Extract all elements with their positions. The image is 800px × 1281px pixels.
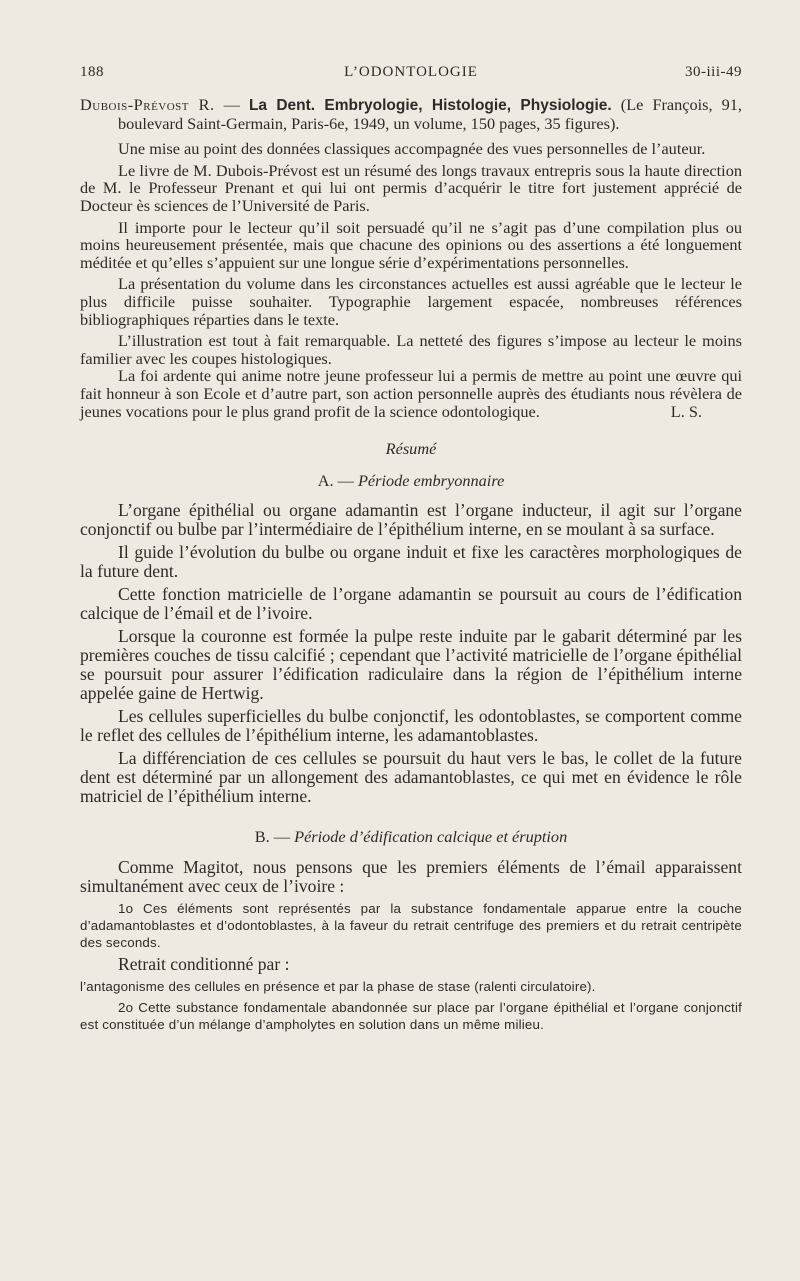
section-a-heading: A. — Période embryonnaire <box>317 470 505 490</box>
journal-title: L’ODONTOLOGIE <box>344 64 478 80</box>
section-a-paragraph: Les cellules superficielles du bulbe conjonctif, les odontoblastes, se comportent comme le reflet des cellules de l’épithélium interne, les adamantoblastes. <box>80 706 742 746</box>
section-a-paragraph: Cette fonction matricielle de l’organe adamantin se poursuit au cours de l’édification calcique de l’émail et de l’ivoire. <box>80 584 742 624</box>
review-paragraph: Le livre de M. Dubois-Prévost est un résumé des longs travaux entrepris sous la haute direction de M. le Professeur Prenant et qui lui ont permis d’acquérir le titre fort justement apprécié de Docteur ès sciences de l’Université de Paris. <box>80 160 742 215</box>
review-paragraph: La présentation du volume dans les circonstances actuelles est aussi agréable que le lecteur le plus difficile puisse souhaiter. Typographie largement espacée, nombreuses références bibliographiques réparties dans le texte. <box>80 274 742 329</box>
issue-date: 30-iii-49 <box>685 64 742 80</box>
review-paragraph: Il importe pour le lecteur qu’il soit persuadé qu’il ne s’agit pas d’une compilation plus ou moins heureusement présentée, mais que chacune des opinions ou des assertions a été longuement méditée et qu’elles s’appuient sur une longue série d’expérimentations personnelles. <box>80 217 742 272</box>
review-paragraph: Une mise au point des données classiques accompagnée des vues personnelles de l’auteur. <box>118 139 706 159</box>
section-b-heading: B. — Période d’édification calcique et éruption <box>254 827 568 847</box>
section-a-paragraph: La différenciation de ces cellules se poursuit du haut vers le bas, le collet de la future dent est déterminé par un allongement des adamantoblastes, ce qui met en évidence le rôle matriciel de l’épithélium interne. <box>80 748 742 807</box>
review-signature: L. S. <box>670 401 702 421</box>
review-paragraph: L’illustration est tout à fait remarquable. La netteté des figures s’impose au lecteur le moins familier avec les coupes histologiques. <box>80 331 742 368</box>
running-header <box>80 64 742 84</box>
section-b-intro: Comme Magitot, nous pensons que les premiers éléments de l’émail apparaissent simultanément avec ceux de l’ivoire : <box>80 856 742 896</box>
section-b-antagonism: l’antagonisme des cellules en présence et par la phase de stase (ralenti circulatoire). <box>80 978 596 994</box>
page-number: 188 <box>80 64 104 80</box>
review-citation: Dubois-Prévost R. — La Dent. Embryologie, Histologie, Physiologie. (Le François, 91, boulevard Saint-Germain, Paris-6e, 1949, un volume, 150 pages, 35 figures). <box>80 95 743 133</box>
page-body <box>80 96 742 1033</box>
section-a-paragraph: Lorsque la couronne est formée la pulpe reste induite par le gabarit déterminé par les premières couches de tissu calcifié ; cependant que l’activité matricielle de l’organe épithélial se poursuit pour assurer l’édification radiculaire dans la région de l’épithélium interne appelée gaine de Hertwig. <box>80 626 742 704</box>
review-book-details: (Le François, 91, boulevard Saint-Germain, Paris-6e, 1949, un volume, 150 pages, 35 figures). <box>118 95 743 133</box>
review-author: Dubois-Prévost R. <box>80 95 215 114</box>
review-book-title: La Dent. Embryologie, Histologie, Physiologie. <box>248 97 612 114</box>
section-b-point-1: 1o Ces éléments sont représentés par la substance fondamentale apparue entre la couche d’adamantoblastes et d’odontoblastes, à la faveur du retrait centrifuge des premiers et du retrait centripète des seconds. <box>80 900 742 950</box>
section-a-paragraph: Il guide l’évolution du bulbe ou organe induit et fixe les caractères morphologiques de la future dent. <box>80 542 742 582</box>
section-b-point-2: 2o Cette substance fondamentale abandonnée sur place par l’organe épithélial et l’organe conjonctif est constituée d’un mélange d’ampholytes en solution dans un même milieu. <box>80 999 742 1032</box>
review-paragraph: La foi ardente qui anime notre jeune professeur lui a permis de mettre au point une œuvre qui fait honneur à son Ecole et d’autre part, son action personnelle auprès des étudiants nous révèlera de jeunes vocations pour le plus grand profit de la science odontologique. L. S. <box>80 366 742 421</box>
section-b-retrait: Retrait conditionné par : <box>118 953 290 974</box>
resume-heading: Résumé <box>385 439 437 459</box>
section-a-paragraph: L’organe épithélial ou organe adamantin est l’organe inducteur, il agit sur l’organe conjonctif ou bulbe par l’intermédiaire de l’épithélium interne, en se moulant à sa surface. <box>80 500 742 540</box>
